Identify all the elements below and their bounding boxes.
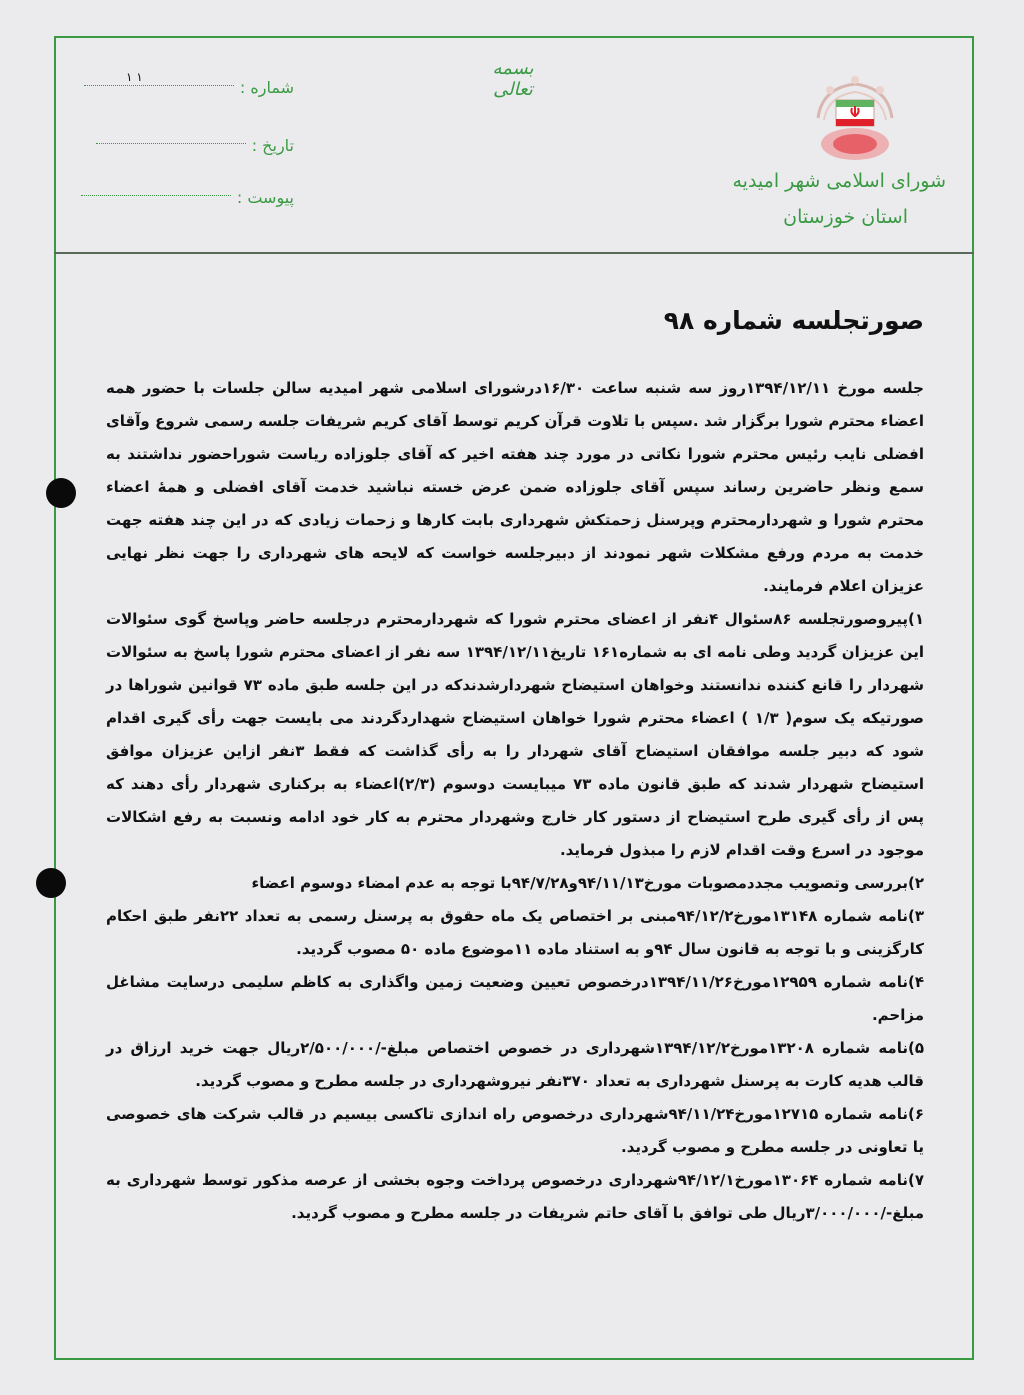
date-field — [96, 136, 294, 155]
agenda-item-3: ۳)نامه شماره ۱۳۱۴۸مورخ۹۴/۱۲/۲مبنی بر اختصاص یک ماه حقوق به پرسنل رسمی به تعداد ۲۲نفر طبق احکام کارگزینی و با توجه به قانون سال ۹۴و به استناد ماده ۱۱موضوع ماده ۵۰ مصوب گردید. — [106, 907, 924, 958]
punch-hole-icon — [36, 868, 66, 898]
document-body — [106, 372, 924, 1230]
date-label: تاریخ : — [251, 136, 294, 155]
document-title: صورتجلسه شماره ۹۸ — [663, 306, 924, 335]
number-field — [84, 78, 294, 97]
date-dotted-line — [96, 143, 246, 144]
emblem-icon — [800, 66, 910, 166]
attachment-dotted-line — [81, 195, 231, 196]
attachment-label: پیوست : — [236, 188, 294, 207]
agenda-item-4: ۴)نامه شماره ۱۲۹۵۹مورخ۱۳۹۴/۱۱/۲۶درخصوص تعیین وضعیت زمین واگذاری به کاظم سلیمی درسایت مشاغل مزاحم. — [106, 973, 924, 1024]
agenda-item-6: ۶)نامه شماره ۱۲۷۱۵مورخ۹۴/۱۱/۲۴شهرداری درخصوص راه اندازی تاکسی بیسیم در قالب شرکت های خصوصی یا تعاونی در جلسه مطرح و مصوب گردید. — [106, 1105, 924, 1156]
basmala: بسمه تعالی — [492, 58, 534, 100]
number-label: شماره : — [239, 78, 294, 97]
agenda-item-5: ۵)نامه شماره ۱۳۲۰۸مورخ۱۳۹۴/۱۲/۲شهرداری در خصوص اختصاص مبلغ-/۲/۵۰۰/۰۰۰ریال جهت خرید ارزاق در قالب هدیه کارت به پرسنل شهرداری به تعداد ۳۷۰نفر نیروشهرداری در جلسه مطرح و مصوب گردید. — [106, 1039, 924, 1090]
agenda-item-7: ۷)نامه شماره ۱۳۰۶۴مورخ۹۴/۱۲/۱شهرداری درخصوص پرداخت وجوه بخشی از عرصه مذکور توسط شهرداری به مبلغ-/۳/۰۰۰/۰۰۰ریال طی توافق با آقای حاتم شریفات در جلسه مطرح و مصوب گردید. — [106, 1171, 924, 1222]
agenda-item-1: ۱)پیروصورتجلسه ۸۶سئوال ۴نفر از اعضای محترم شورا که شهردارمحترم درجلسه حاضر وپاسخ گوی سئوالات این عزیزان گردید وطی نامه ای به شماره۱۶۱ تاریخ۱۳۹۴/۱۲/۱۱ سه نفر از اعضای محترم شورا پاسخ به سئوالات شهردار را قانع کننده ندانستند وخواهان استیضاح شهردارشدندکه در این جلسه طبق ماده ۷۳ قوانین شوراها در صورتیکه یک سوم( ۱/۳ ) اعضاء محترم شورا خواهان استیضاح شهداردگردند می بایست جهت رأی گیری اقدام شود که دبیر جلسه موافقان استیضاح آقای شهردار را به رأی گذاشت که فقط ۳نفر ازاین عزیزان موافق استیضاح شهردار شدند که طبق قانون ماده ۷۳ میبایست دوسوم (۲/۳)اعضاء به برکناری شهردار رأی دهند که پس از رأی گیری طرح استیضاح از دستور کار خارج وشهردار محترم به کار خود ادامه ونسبت به رفع اشکالات موجود در اسرع وقت اقدام لازم را مبذول فرماید. — [106, 610, 925, 859]
punch-hole-icon — [46, 478, 76, 508]
hand-marks: ۱ ۱ — [126, 70, 143, 84]
number-dotted-line — [84, 85, 234, 86]
province-name: استان خوزستان — [783, 206, 908, 228]
agenda-item-2: ۲)بررسی وتصویب مجددمصوبات مورخ۹۴/۱۱/۱۳و۹۴/۷/۲۸با توجه به عدم امضاء دوسوم اعضاء — [251, 874, 924, 892]
intro-paragraph: جلسه مورخ ۱۳۹۴/۱۲/۱۱روز سه شنبه ساعت ۱۶/۳۰درشورای اسلامی شهر امیدیه سالن جلسات با حضور همه اعضاء محترم شورا برگزار شد .سپس با تلاوت قرآن کریم توسط آقای کریم شریفات جلسه رسمی شروع وآقای افضلی نایب رئیس محترم شورا نکاتی در مورد چند هفته اخیر که آقای جلوزاده ریاست شوراحضور نداشتند به سمع ونظر حاضرین رساند سپس آقای جلوزاده ضمن عرض خسته نباشید خدمت آقای افضلی و همهٔ اعضاء محترم شورا و شهردارمحترم وپرسنل زحمتکش شهرداری بابت کارها و زحمات زیادی که در این چند هفته جهت خدمت به مردم ورفع مشکلات شهر نمودند از دبیرجلسه خواست که لایحه های شهرداری را جهت نظر نهایی عزیزان اعلام فرمایند. — [106, 379, 924, 595]
header-divider — [54, 252, 974, 254]
attachment-field — [81, 188, 294, 207]
council-name: شورای اسلامی شهر امیدیه — [732, 170, 946, 192]
